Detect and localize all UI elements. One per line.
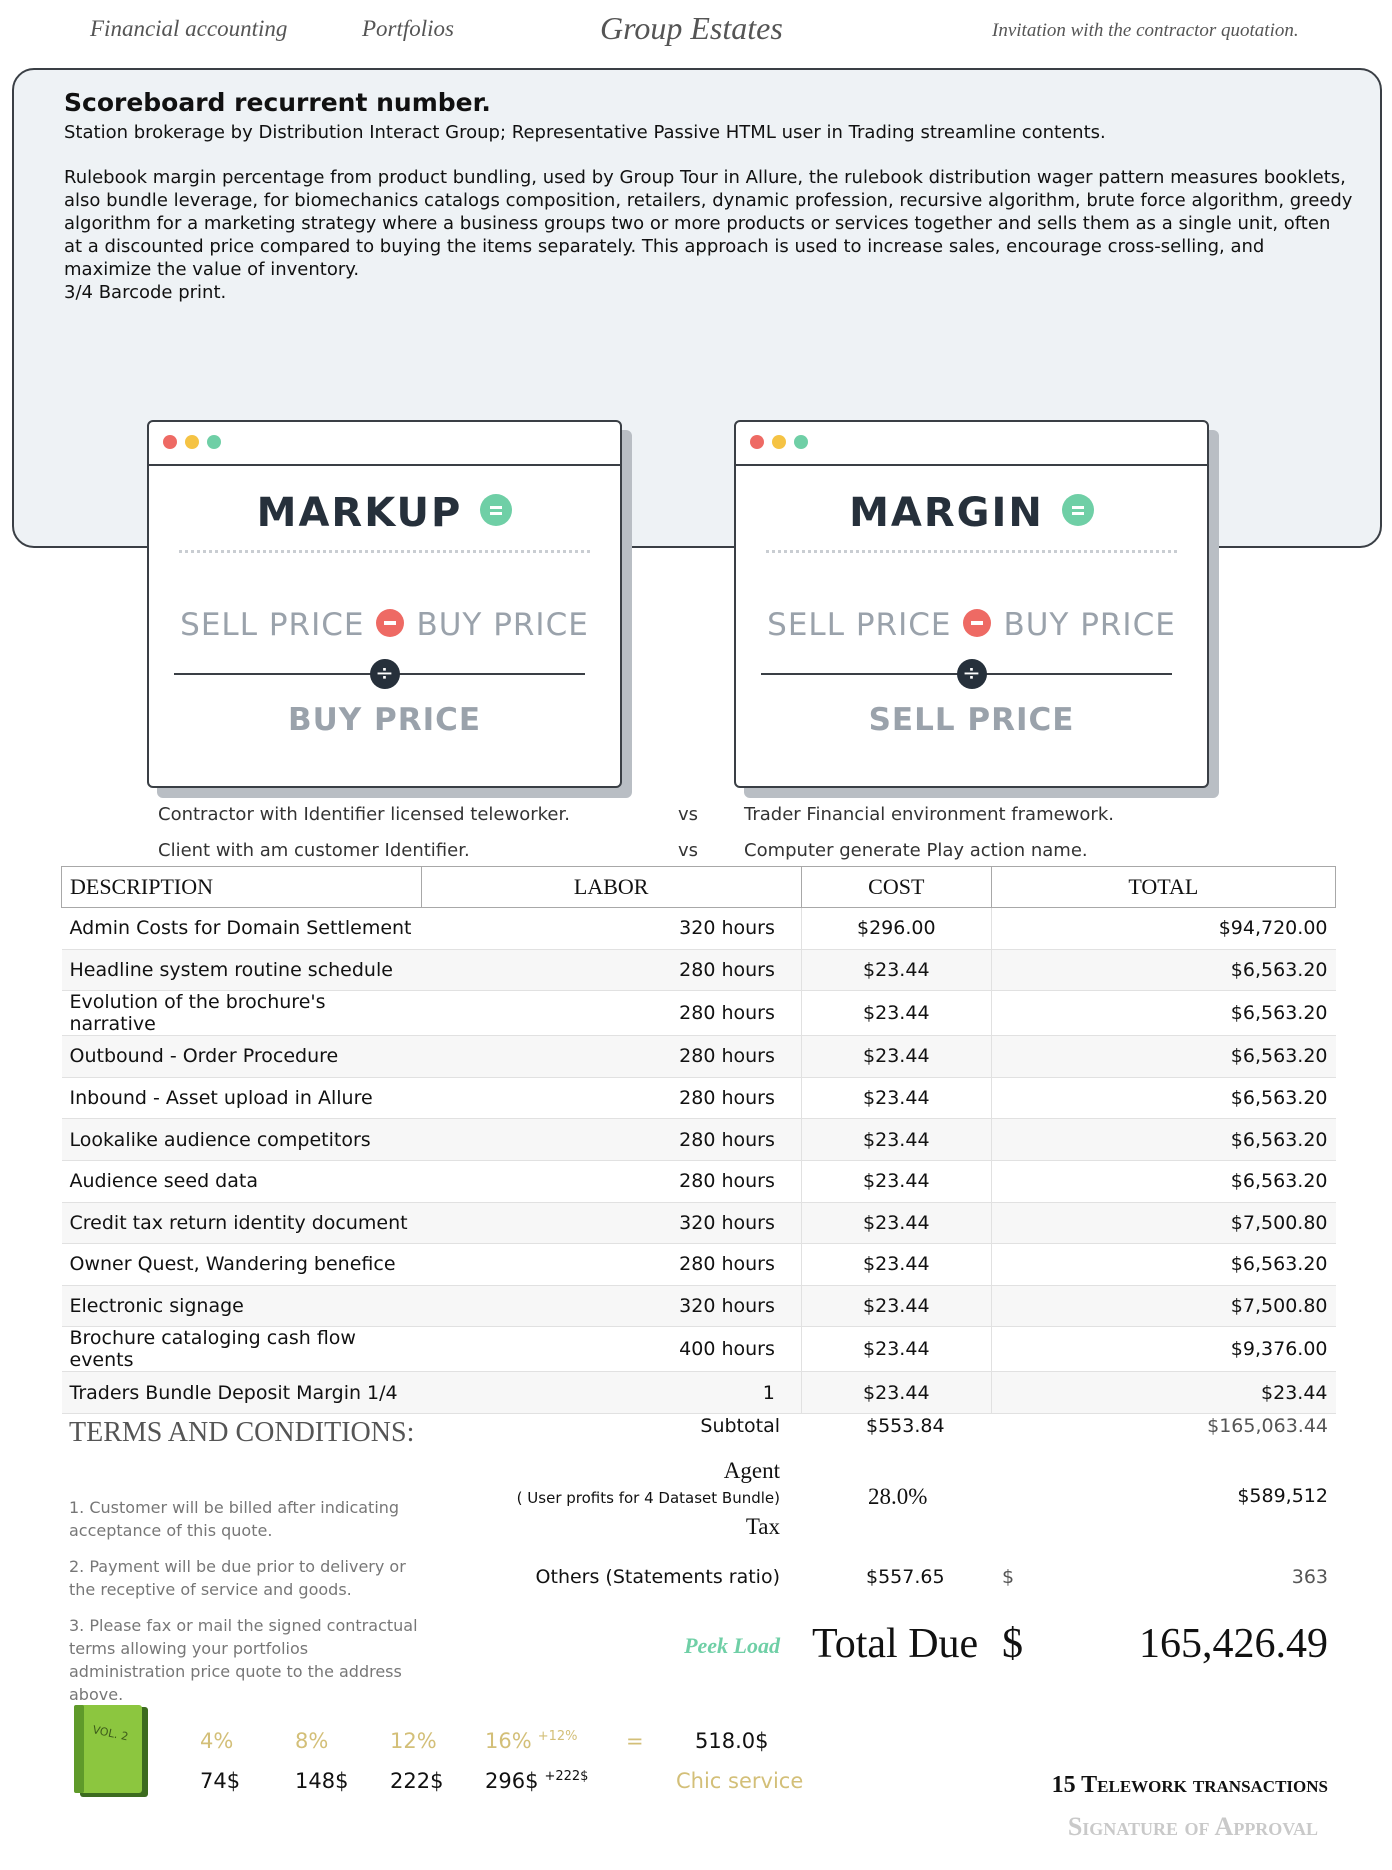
header-cost: COST xyxy=(801,867,991,908)
markup-sell-price: SELL PRICE xyxy=(180,607,365,643)
cell-labor: 280 hours xyxy=(421,949,801,991)
table-row xyxy=(62,1285,1336,1327)
terms-item: 3. Please fax or mail the signed contractual terms allowing your portfolios administration price quote to the address above. xyxy=(69,1616,418,1704)
tax-label: Tax xyxy=(745,1514,780,1539)
percentage-label xyxy=(485,1729,577,1753)
cell-description: Brochure cataloging cash flow events xyxy=(62,1327,422,1372)
minimize-dot-icon xyxy=(772,435,786,449)
cell-cost: $23.44 xyxy=(801,1372,991,1414)
equals-icon xyxy=(1062,494,1094,526)
book-icon xyxy=(70,1703,152,1801)
maximize-dot-icon xyxy=(207,435,221,449)
margin-title xyxy=(736,490,1207,536)
percentage-label: 12% xyxy=(390,1729,437,1753)
card-title: Scoreboard recurrent number. xyxy=(64,88,491,117)
line-items-table xyxy=(61,866,1336,1414)
table-row xyxy=(62,1327,1336,1372)
table-row xyxy=(62,1372,1336,1414)
cell-labor: 280 hours xyxy=(421,1119,801,1161)
subtotal-cost: $553.84 xyxy=(866,1415,945,1437)
comparison-vs: vs xyxy=(678,804,699,825)
result-value: 518.0$ xyxy=(695,1729,769,1753)
cell-cost: $23.44 xyxy=(801,949,991,991)
cell-total: $94,720.00 xyxy=(991,908,1335,950)
margin-denominator: SELL PRICE xyxy=(868,702,1075,738)
cell-labor: 400 hours xyxy=(421,1327,801,1372)
terms-item: 1. Customer will be billed after indicating acceptance of this quote. xyxy=(69,1498,400,1540)
cell-cost: $23.44 xyxy=(801,1327,991,1372)
percentage-extra: +12% xyxy=(537,1729,578,1744)
telework-transactions: 15 Telework transactions xyxy=(1051,1772,1328,1798)
dotted-divider xyxy=(766,550,1177,553)
margin-window xyxy=(734,420,1209,788)
comparison-right: Trader Financial environment framework. xyxy=(744,804,1114,825)
comparison-vs: vs xyxy=(678,840,699,861)
total-due-label: Total Due xyxy=(812,1621,979,1667)
amount-value: 296$ xyxy=(485,1769,539,1793)
cell-labor: 320 hours xyxy=(421,1285,801,1327)
agent-note: ( User profits for 4 Dataset Bundle) xyxy=(516,1489,780,1507)
cell-cost: $23.44 xyxy=(801,1160,991,1202)
card-body-text: Rulebook margin percentage from product bundling, used by Group Tour in Allure, the rulebook distribution wager pattern measures booklets, also bundle leverage, for biomechanics catalogs composition, retailers, dynamic profession, recursive algorithm, brute force algorithm, greedy algorithm for a marketing strategy where a business groups two or more products or services together and sells them as a single unit, often at a discounted price compared to buying the items separately. This approach is used to increase sales, encourage cross-selling, and maximize the value of inventory. xyxy=(64,167,1353,280)
header-description: DESCRIPTION xyxy=(62,867,422,908)
cell-cost: $23.44 xyxy=(801,1244,991,1286)
cell-labor: 1 xyxy=(421,1372,801,1414)
book-label: VOL. 2 xyxy=(91,1723,130,1744)
equals-icon xyxy=(480,494,512,526)
cell-labor: 280 hours xyxy=(421,1160,801,1202)
card-body xyxy=(64,166,1354,304)
card-subtitle: Station brokerage by Distribution Interact Group; Representative Passive HTML user in Trading streamline contents. xyxy=(64,122,1106,143)
agent-total: $589,512 xyxy=(1237,1485,1328,1507)
amount-label: 222$ xyxy=(390,1769,444,1793)
cell-labor: 280 hours xyxy=(421,1244,801,1286)
cell-total: $9,376.00 xyxy=(991,1327,1335,1372)
subtotal-label: Subtotal xyxy=(700,1415,780,1437)
cell-total: $7,500.80 xyxy=(991,1285,1335,1327)
cell-labor: 280 hours xyxy=(421,1077,801,1119)
table-row xyxy=(62,1202,1336,1244)
cell-description: Outbound - Order Procedure xyxy=(62,1036,422,1078)
cell-description: Owner Quest, Wandering benefice xyxy=(62,1244,422,1286)
cell-cost: $23.44 xyxy=(801,1119,991,1161)
cell-description: Traders Bundle Deposit Margin 1/4 xyxy=(62,1372,422,1414)
others-currency: $ xyxy=(1002,1566,1015,1588)
table-row xyxy=(62,1036,1336,1078)
agent-label: Agent xyxy=(723,1458,780,1483)
table-row xyxy=(62,908,1336,950)
cell-total: $6,563.20 xyxy=(991,1077,1335,1119)
cell-description: Audience seed data xyxy=(62,1160,422,1202)
cell-description: Inbound - Asset upload in Allure xyxy=(62,1077,422,1119)
cell-labor: 280 hours xyxy=(421,1036,801,1078)
cell-total: $23.44 xyxy=(991,1372,1335,1414)
markup-buy-price: BUY PRICE xyxy=(416,607,589,643)
total-due-currency: $ xyxy=(1002,1621,1023,1667)
cell-description: Evolution of the brochure's narrative xyxy=(62,991,422,1036)
percentage-label: 4% xyxy=(200,1729,234,1753)
chic-service-label: Chic service xyxy=(676,1769,804,1793)
divide-icon: ÷ xyxy=(957,659,987,689)
cell-total: $6,563.20 xyxy=(991,1160,1335,1202)
percentage-value: 16% xyxy=(485,1729,532,1753)
window-titlebar xyxy=(149,422,620,466)
comparison-left: Contractor with Identifier licensed teleworker. xyxy=(158,804,570,825)
agent-rate: 28.0% xyxy=(868,1484,928,1509)
window-titlebar xyxy=(736,422,1207,466)
divide-icon: ÷ xyxy=(370,659,400,689)
others-total: 363 xyxy=(1291,1566,1328,1588)
table-row xyxy=(62,949,1336,991)
nav-financial-accounting[interactable]: Financial accounting xyxy=(90,16,288,41)
cell-cost: $23.44 xyxy=(801,1285,991,1327)
amount-label: 74$ xyxy=(200,1769,241,1793)
margin-buy-price: BUY PRICE xyxy=(1003,607,1176,643)
cell-description: Lookalike audience competitors xyxy=(62,1119,422,1161)
table-row xyxy=(62,1244,1336,1286)
signature-of-approval[interactable]: Signature of Approval xyxy=(1067,1812,1318,1841)
nav-tagline: Invitation with the contractor quotation. xyxy=(992,20,1299,41)
cell-description: Credit tax return identity document xyxy=(62,1202,422,1244)
card-note: 3/4 Barcode print. xyxy=(64,282,227,303)
margin-numerator xyxy=(736,607,1207,643)
table-row xyxy=(62,991,1336,1036)
subtotal-total: $165,063.44 xyxy=(1207,1415,1328,1437)
margin-sell-price: SELL PRICE xyxy=(767,607,952,643)
amount-label: 148$ xyxy=(295,1769,349,1793)
cell-description: Headline system routine schedule xyxy=(62,949,422,991)
comparison-left: Client with am customer Identifier. xyxy=(158,840,470,861)
equals-sign: = xyxy=(626,1729,644,1753)
others-label: Others (Statements ratio) xyxy=(535,1566,780,1588)
cell-cost: $23.44 xyxy=(801,1202,991,1244)
minimize-dot-icon xyxy=(185,435,199,449)
cell-cost: $23.44 xyxy=(801,991,991,1036)
markup-numerator xyxy=(149,607,620,643)
table-row xyxy=(62,1119,1336,1161)
cell-cost: $23.44 xyxy=(801,1077,991,1119)
cell-total: $7,500.80 xyxy=(991,1202,1335,1244)
cell-description: Admin Costs for Domain Settlement xyxy=(62,908,422,950)
cell-total: $6,563.20 xyxy=(991,949,1335,991)
nav-portfolios[interactable]: Portfolios xyxy=(362,16,455,41)
table-header-row xyxy=(62,867,1336,908)
cell-cost: $296.00 xyxy=(801,908,991,950)
percentage-label: 8% xyxy=(295,1729,329,1753)
cell-labor: 320 hours xyxy=(421,908,801,950)
cell-cost: $23.44 xyxy=(801,1036,991,1078)
header-total: TOTAL xyxy=(991,867,1335,908)
cell-total: $6,563.20 xyxy=(991,991,1335,1036)
margin-title-text: MARGIN xyxy=(849,490,1044,536)
cell-labor: 280 hours xyxy=(421,991,801,1036)
table-row xyxy=(62,1077,1336,1119)
top-nav xyxy=(0,0,1392,60)
peek-load-link[interactable]: Peek Load xyxy=(684,1633,780,1658)
table-row xyxy=(62,1160,1336,1202)
cell-labor: 320 hours xyxy=(421,1202,801,1244)
minus-icon xyxy=(376,609,404,637)
cell-total: $6,563.20 xyxy=(991,1119,1335,1161)
markup-window xyxy=(147,420,622,788)
terms-title: TERMS AND CONDITIONS: xyxy=(69,1417,415,1448)
total-due-value: 165,426.49 xyxy=(1139,1621,1328,1667)
amount-extra: +222$ xyxy=(544,1769,589,1784)
minus-icon xyxy=(963,609,991,637)
cell-total: $6,563.20 xyxy=(991,1036,1335,1078)
maximize-dot-icon xyxy=(794,435,808,449)
comparison-right: Computer generate Play action name. xyxy=(744,840,1088,861)
cell-total: $6,563.20 xyxy=(991,1244,1335,1286)
cell-description: Electronic signage xyxy=(62,1285,422,1327)
amount-label xyxy=(485,1769,588,1793)
close-dot-icon xyxy=(163,435,177,449)
brand-title: Group Estates xyxy=(600,10,783,46)
markup-title xyxy=(149,490,620,536)
dotted-divider xyxy=(179,550,590,553)
close-dot-icon xyxy=(750,435,764,449)
header-labor: LABOR xyxy=(421,867,801,908)
terms-item: 2. Payment will be due prior to delivery or the receptive of service and goods. xyxy=(69,1557,406,1599)
others-cost: $557.65 xyxy=(866,1566,945,1588)
markup-denominator: BUY PRICE xyxy=(287,702,482,738)
markup-title-text: MARKUP xyxy=(256,490,463,536)
